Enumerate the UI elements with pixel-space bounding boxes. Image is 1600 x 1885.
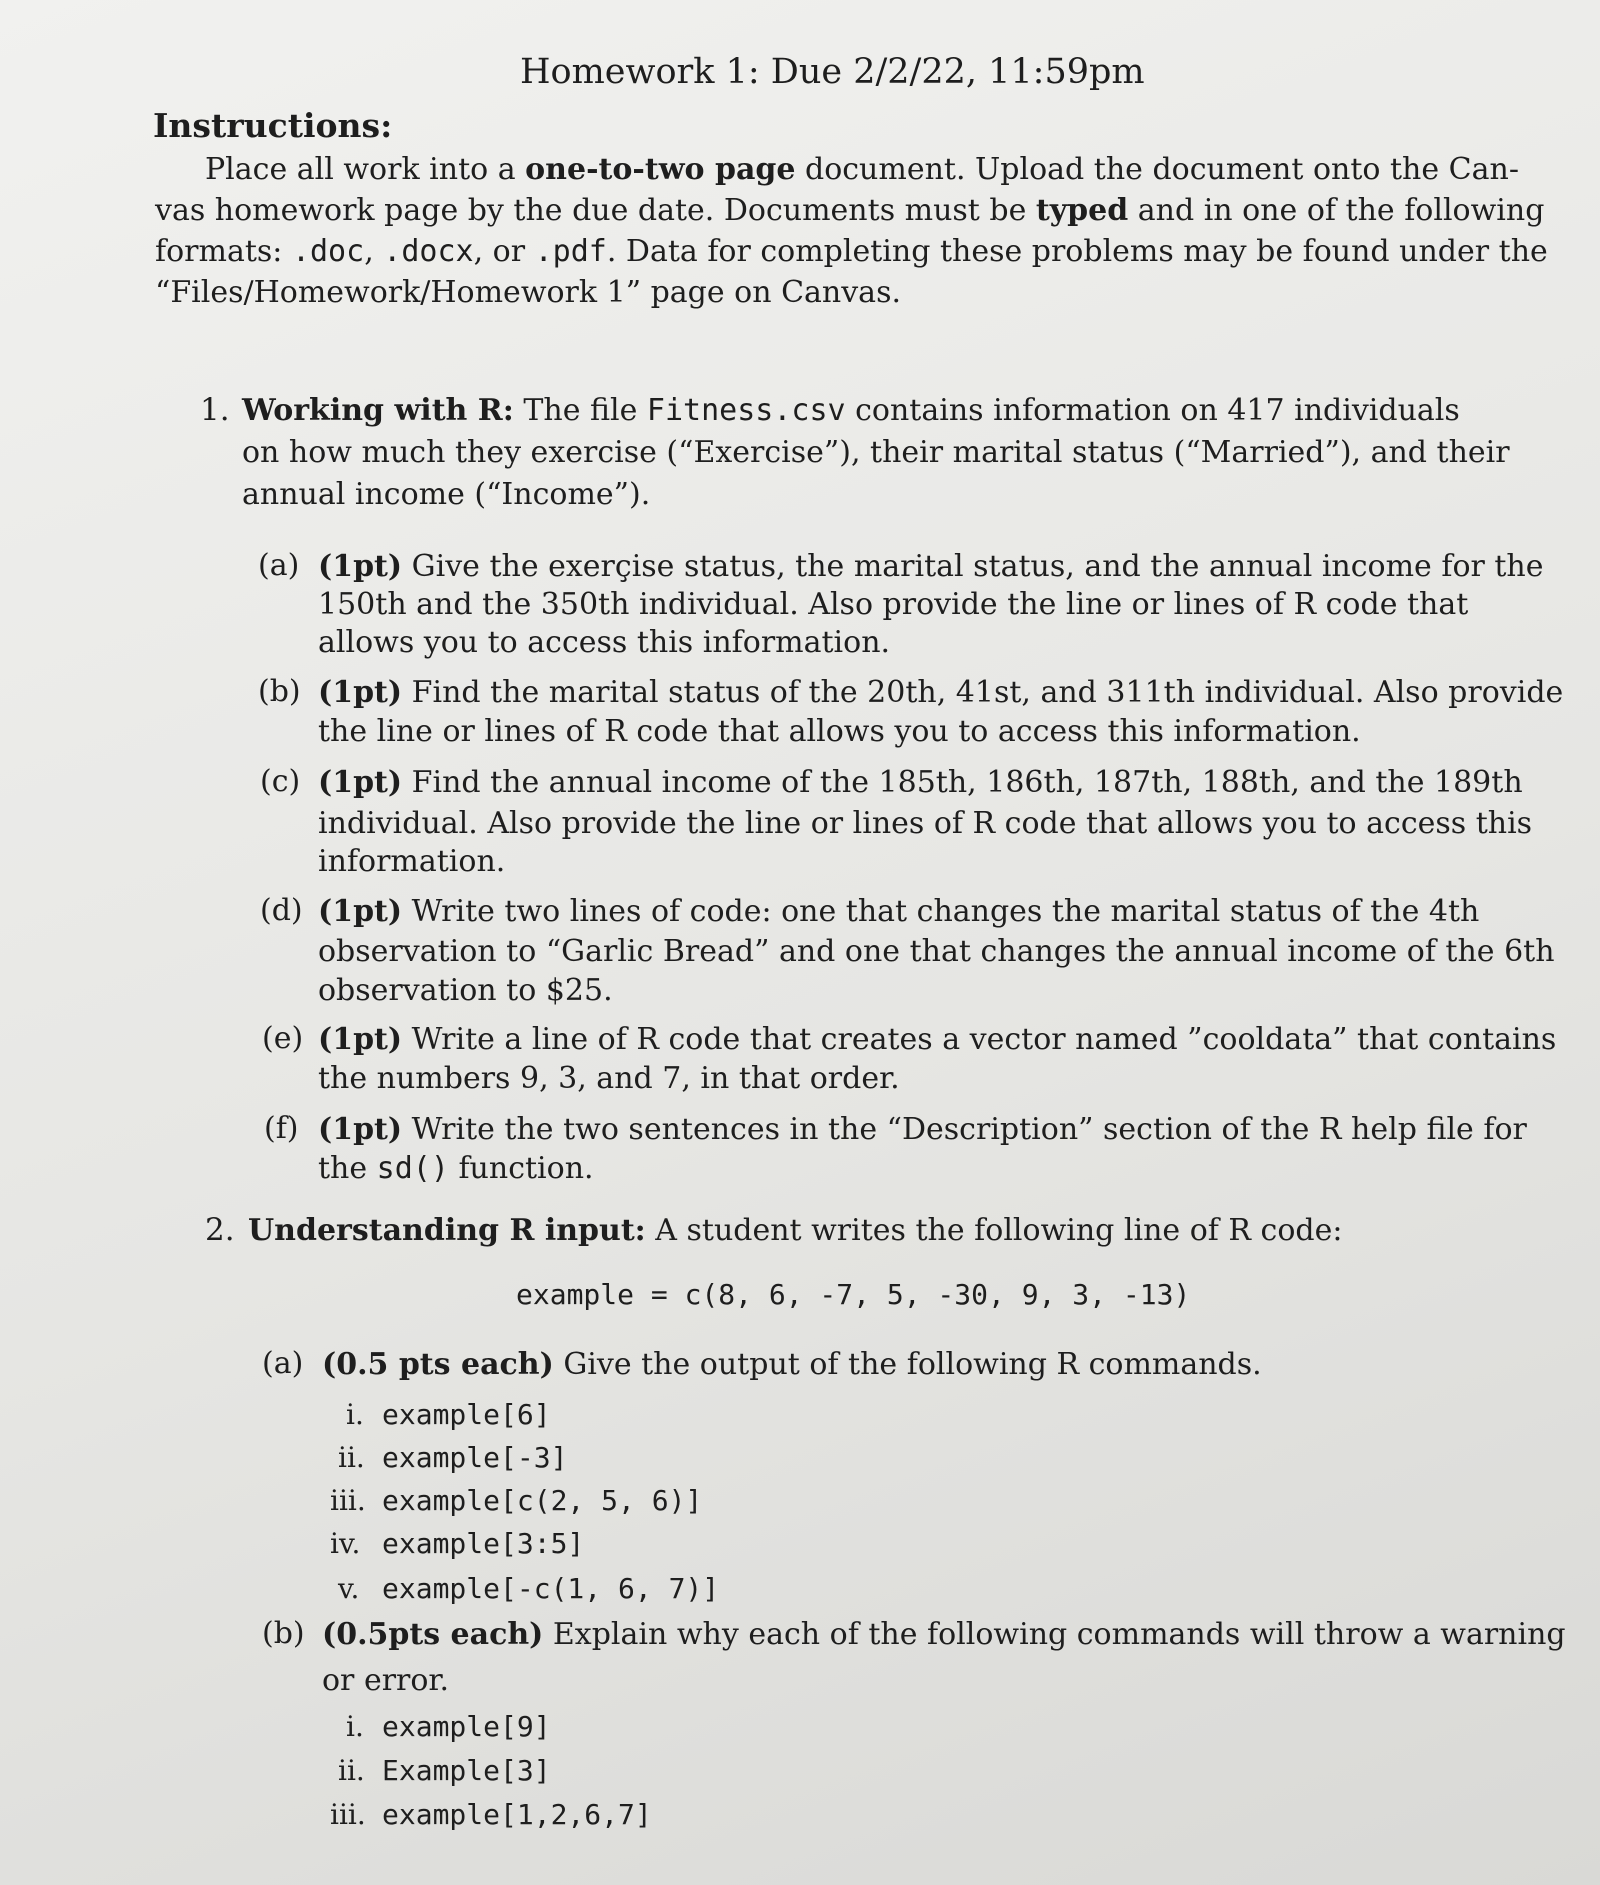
q1f-label: (f) bbox=[264, 1111, 299, 1146]
q2b-item-3-num: iii. bbox=[330, 1798, 366, 1831]
q2-code-line: example = c(8, 6, -7, 5, -30, 9, 3, -13) bbox=[516, 1278, 1191, 1311]
q2a-item-2-code: example[-3] bbox=[382, 1441, 568, 1474]
q2b-item-3-code: example[1,2,6,7] bbox=[382, 1798, 652, 1831]
q2b-item-2-num: ii. bbox=[338, 1754, 365, 1787]
q2b-text-line-2: or error. bbox=[322, 1663, 450, 1698]
q2-intro: Understanding R input: A student writes the following line of R code: bbox=[248, 1213, 1343, 1248]
q1-line-1: Working with R: The file Fitness.csv contains information on 417 individuals bbox=[242, 393, 1460, 428]
q2b-text-line-1: (0.5pts each) Explain why each of the following commands will throw a warning bbox=[322, 1617, 1566, 1652]
q1d-line-1: (1pt) Write two lines of code: one that changes the marital status of the 4th bbox=[318, 894, 1480, 929]
q2a-item-3-code: example[c(2, 5, 6)] bbox=[382, 1484, 703, 1517]
q1d-line-3: observation to $25. bbox=[318, 973, 613, 1008]
q1-line-2: on how much they exercise (“Exercise”), their marital status (“Married”), and their bbox=[242, 435, 1510, 470]
q2b-item-1-code: example[9] bbox=[382, 1710, 551, 1743]
q1b-line-1: (1pt) Find the marital status of the 20th, 41st, and 311th individual. Also provide bbox=[318, 675, 1564, 710]
q1c-line-3: information. bbox=[318, 844, 506, 879]
q1d-line-2: observation to “Garlic Bread” and one that changes the annual income of the 6th bbox=[318, 934, 1555, 969]
q2a-item-5-num: v. bbox=[338, 1572, 360, 1605]
q1b-line-2: the line or lines of R code that allows you to access this information. bbox=[318, 714, 1361, 749]
q1c-label: (c) bbox=[260, 764, 301, 799]
q1b-label: (b) bbox=[258, 674, 301, 709]
instructions-line-1: Place all work into a one-to-two page document. Upload the document onto the Can- bbox=[205, 152, 1519, 187]
q1f-line-1: (1pt) Write the two sentences in the “Description” section of the R help file for bbox=[318, 1112, 1527, 1147]
q1a-line-1: (1pt) Give the exerçise status, the marital status, and the annual income for the bbox=[318, 549, 1544, 584]
q1a-line-3: allows you to access this information. bbox=[318, 625, 891, 660]
q2-number: 2. bbox=[205, 1212, 235, 1248]
q1-number: 1. bbox=[200, 392, 230, 428]
q1-line-3: annual income (“Income”). bbox=[242, 477, 651, 512]
q2a-item-5-code: example[-c(1, 6, 7)] bbox=[382, 1572, 720, 1605]
q1e-label: (e) bbox=[262, 1021, 304, 1056]
q2a-item-4-num: iv. bbox=[330, 1527, 361, 1560]
q2b-item-2-code: Example[3] bbox=[382, 1754, 551, 1787]
q1a-line-2: 150th and the 350th individual. Also provide the line or lines of R code that bbox=[318, 587, 1469, 622]
q1f-line-2: the sd() function. bbox=[318, 1151, 594, 1186]
q1c-line-1: (1pt) Find the annual income of the 185th, 186th, 187th, 188th, and the 189th bbox=[318, 765, 1523, 800]
q1e-line-1: (1pt) Write a line of R code that creates a vector named ”cooldata” that contains bbox=[318, 1022, 1557, 1057]
instructions-line-3: formats: .doc, .docx, or .pdf. Data for completing these problems may be found under the bbox=[155, 234, 1548, 269]
instructions-heading: Instructions: bbox=[153, 106, 393, 145]
q1e-line-2: the numbers 9, 3, and 7, in that order. bbox=[318, 1061, 900, 1096]
q2a-item-2-num: ii. bbox=[338, 1441, 365, 1474]
page-title: Homework 1: Due 2/2/22, 11:59pm bbox=[520, 52, 1145, 92]
q2a-item-1-code: example[6] bbox=[382, 1398, 551, 1431]
q2a-label: (a) bbox=[262, 1346, 304, 1381]
q2a-item-3-num: iii. bbox=[330, 1484, 366, 1517]
q2a-item-1-num: i. bbox=[346, 1398, 364, 1431]
instructions-line-2: vas homework page by the due date. Documents must be typed and in one of the following bbox=[155, 193, 1545, 228]
q2b-item-1-num: i. bbox=[346, 1710, 364, 1743]
q1c-line-2: individual. Also provide the line or lines of R code that allows you to access this bbox=[318, 806, 1533, 841]
q2b-label: (b) bbox=[262, 1616, 305, 1651]
q2a-text: (0.5 pts each) Give the output of the following R commands. bbox=[322, 1347, 1262, 1382]
q1d-label: (d) bbox=[260, 893, 303, 928]
instructions-line-4: “Files/Homework/Homework 1” page on Canvas. bbox=[155, 275, 902, 310]
q2a-item-4-code: example[3:5] bbox=[382, 1527, 585, 1560]
q1a-label: (a) bbox=[258, 548, 300, 583]
